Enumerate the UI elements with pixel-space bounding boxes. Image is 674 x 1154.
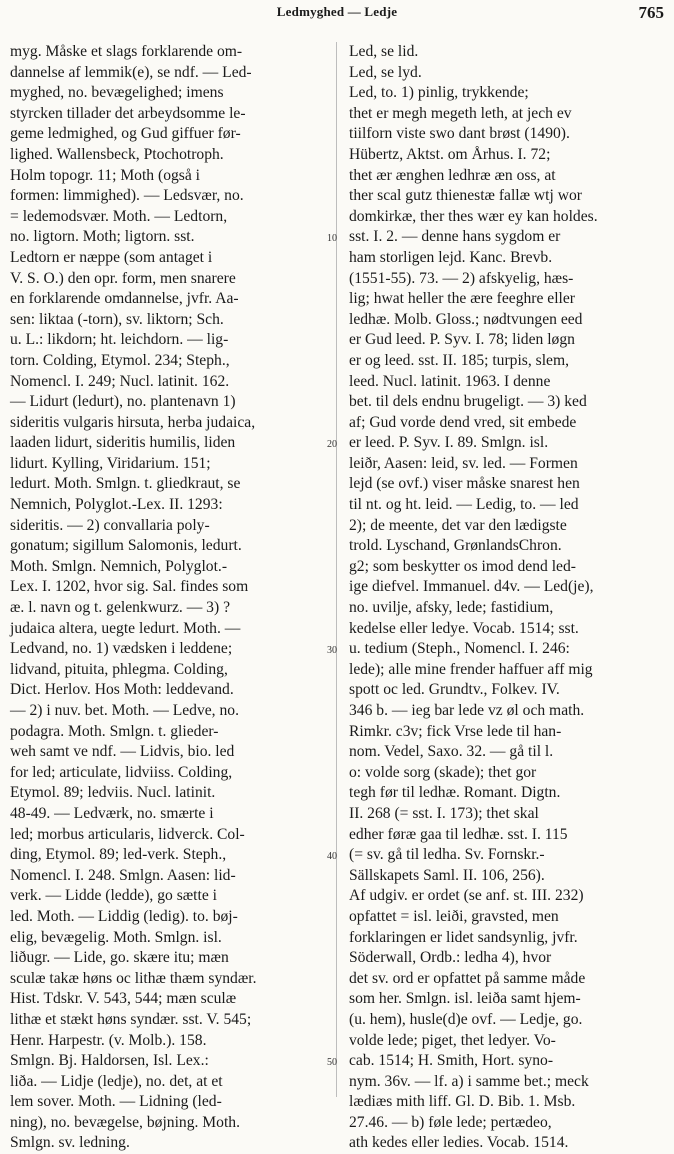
- right-column-line: tegh før til ledhæ. Romant. Digtn.: [349, 784, 561, 802]
- left-column-line: dannelse af lemmik(e), se ndf. — Led-: [10, 63, 252, 81]
- right-column-line: er leed. P. Syv. I. 89. Smlgn. isl.: [349, 434, 549, 452]
- left-column-line: liða. — Lidje (ledje), no. det, at et: [10, 1072, 223, 1090]
- margin-line-number: 10: [327, 233, 337, 245]
- left-column-line: sculæ takæ høns oc lithæ thæm syndær.: [10, 969, 257, 987]
- right-column-line: leiðr, Aasen: leid, sv. led. — Formen: [349, 454, 578, 472]
- margin-line-number: 50: [327, 1057, 337, 1069]
- right-column-line: af; Gud vorde dend vred, sit embede: [349, 413, 577, 431]
- left-column-line: podagra. Moth. Smlgn. t. glieder-: [10, 722, 219, 740]
- right-column-line: er Gud leed. P. Syv. I. 78; liden løgn: [349, 331, 575, 349]
- left-column-line: Holm topogr. 11; Moth (også i: [10, 166, 201, 184]
- left-column-line: lithæ et stækt høns syndær. sst. V. 545;: [10, 1010, 252, 1028]
- right-column-line: bet. til dels endnu brugeligt. — 3) ked: [349, 393, 587, 411]
- left-column-line: Dict. Herlov. Hos Moth: leddevand.: [10, 681, 234, 699]
- right-column-line: Rimkr. c3v; fick Vrse lede til han-: [349, 722, 562, 740]
- left-column-line: myg. Måske et slags forklarende om-: [10, 43, 243, 60]
- right-column-line: ther scal gutz thienestæ fallæ wtj wor: [349, 187, 582, 205]
- right-column-line: Led, se lid.: [349, 43, 419, 60]
- margin-line-number: 30: [327, 645, 337, 657]
- right-column-line: Led, to. 1) pinlig, trykkende;: [349, 84, 529, 102]
- left-column-line: verk. — Lidde (ledde), go sætte i: [10, 887, 217, 905]
- right-column-line: cab. 1514; H. Smith, Hort. syno-: [349, 1052, 554, 1070]
- left-column-line: geme ledmighed, og Gud giffuer før-: [10, 125, 241, 143]
- right-column-line: Af udgiv. er ordet (se anf. st. III. 232): [349, 887, 584, 905]
- left-column-line: myghed, no. bevægelighed; imens: [10, 84, 224, 102]
- left-column-line: Henr. Harpestr. (v. Molb.). 158.: [10, 1031, 207, 1049]
- left-column-line: ning), no. bevægelse, bøjning. Moth.: [10, 1113, 240, 1131]
- column-divider: [336, 42, 337, 1097]
- right-column-line: lædiæs mith liff. Gl. D. Bib. 1. Msb.: [349, 1093, 576, 1111]
- right-column-line: (u. hem), husle(d)e ovf. — Ledje, go.: [349, 1010, 583, 1028]
- right-column-line: (= sv. gå til ledha. Sv. Fornskr.-: [349, 846, 545, 864]
- right-column-line: o: volde sorg (skade); thet gor: [349, 763, 537, 781]
- left-column-line: styrcken tillader det arbeydsomme le-: [10, 104, 246, 122]
- right-column-line: forklaringen er lidet sandsynlig, jvfr.: [349, 928, 578, 946]
- right-column-line: tiilforn viste swo dant brøst (1490).: [349, 125, 570, 143]
- left-column-line: laaden lidurt, sideritis humilis, liden: [10, 434, 236, 452]
- right-column-line: Hübertz, Aktst. om Århus. I. 72;: [349, 145, 551, 163]
- page-header: [0, 3, 674, 27]
- left-column-line: ledurt. Moth. Smlgn. t. gliedkraut, se: [10, 475, 241, 493]
- right-column-line: 27.46. — b) føle lede; pertædeo,: [349, 1113, 552, 1131]
- margin-line-number: 40: [327, 851, 337, 863]
- right-column-line: u. tedium (Steph., Nomencl. I. 246:: [349, 640, 570, 658]
- left-column-line: for led; articulate, lidviiss. Colding,: [10, 763, 233, 781]
- left-column: [10, 42, 326, 1152]
- left-column-line: Smlgn. Bj. Haldorsen, Isl. Lex.:: [10, 1052, 209, 1070]
- left-column-line: formen: limmighed). — Ledsvær, no.: [10, 187, 244, 205]
- left-column-line: lem sover. Moth. — Lidning (led-: [10, 1093, 222, 1111]
- right-column-line: det sv. ord er opfattet på samme måde: [349, 969, 586, 987]
- right-column-line: ige diefvel. Immanuel. d4v. — Led(je),: [349, 578, 594, 596]
- right-column-line: ham storligen lejd. Kanc. Brevb.: [349, 248, 553, 266]
- right-column-line: II. 268 (= sst. I. 173); thet skal: [349, 804, 539, 822]
- right-column-line: edher føræ gaa til ledhæ. sst. I. 115: [349, 825, 568, 843]
- left-column-line: en forklarende omdannelse, jvfr. Aa-: [10, 290, 239, 308]
- left-column-line: liðugr. — Lide, go. skære itu; mæn: [10, 949, 229, 967]
- left-column-line: Hist. Tdskr. V. 543, 544; mæn sculæ: [10, 990, 237, 1008]
- left-column-line: led. Moth. — Liddig (ledig). to. bøj-: [10, 907, 238, 925]
- left-column-line: u. L.: likdorn; ht. leichdorn. — lig-: [10, 331, 229, 349]
- running-head: Ledmyghed — Ledje: [276, 4, 398, 19]
- right-column-line: Sällskapets Saml. II. 106, 256).: [349, 866, 545, 884]
- right-column-line: lede); alle mine frender haffuer aff mig: [349, 660, 593, 678]
- left-column-line: no. ligtorn. Moth; ligtorn. sst.: [10, 228, 195, 246]
- right-column-line: g2; som beskytter os imod dend led-: [349, 557, 576, 575]
- right-column-line: er og leed. sst. II. 185; turpis, slem,: [349, 351, 570, 369]
- left-column-line: torn. Colding, Etymol. 234; Steph.,: [10, 351, 230, 369]
- left-column-line: = ledemodsvær. Moth. — Ledtorn,: [10, 207, 228, 225]
- left-column-line: — Lidurt (ledurt), no. plantenavn 1): [10, 393, 236, 411]
- right-column-line: thet er megh megeth leth, at jech ev: [349, 104, 572, 122]
- left-column-line: elig, bevægelig. Moth. Smlgn. isl.: [10, 928, 222, 946]
- right-column: [349, 42, 665, 1152]
- left-column-line: Lex. I. 1202, hvor sig. Sal. findes som: [10, 578, 249, 596]
- right-column-line: thet ær ænghen ledhræ æn oss, at: [349, 166, 556, 184]
- right-column-line: til nt. og ht. leid. — Ledig, to. — led: [349, 496, 579, 514]
- left-column-line: V. S. O.) den opr. form, men snarere: [10, 269, 236, 287]
- left-column-line: Nemnich, Polyglot.-Lex. II. 1293:: [10, 496, 223, 514]
- page-number: 765: [638, 3, 664, 22]
- right-column-line: domkirkæ, ther thes wær ey kan holdes.: [349, 207, 598, 225]
- right-column-line: (1551-55). 73. — 2) afskyelig, hæs-: [349, 269, 574, 287]
- right-column-line: ath kedes eller ledies. Vocab. 1514.: [349, 1134, 569, 1152]
- right-column-line: trold. Lyschand, GrønlandsChron.: [349, 537, 562, 555]
- left-column-line: lidvand, pituita, phlegma. Colding,: [10, 660, 228, 678]
- right-column-line: leed. Nucl. latinit. 1963. I denne: [349, 372, 551, 390]
- left-column-line: led; morbus articularis, lidverck. Col-: [10, 825, 245, 843]
- margin-line-number: 20: [327, 439, 337, 451]
- left-column-line: ding, Etymol. 89; led-verk. Steph.,: [10, 846, 227, 864]
- left-column-line: judaica altera, uegte ledurt. Moth. —: [10, 619, 241, 637]
- left-column-line: lighed. Wallensbeck, Ptochotroph.: [10, 145, 224, 163]
- right-column-line: opfattet = isl. leiði, gravsted, men: [349, 907, 559, 925]
- right-column-line: Söderwall, Ordb.: ledha 4), hvor: [349, 949, 552, 967]
- left-column-line: sideritis vulgaris hirsuta, herba judaica,: [10, 413, 256, 431]
- left-column-line: weh samt ve ndf. — Lidvis, bio. led: [10, 743, 235, 761]
- right-column-line: nom. Vedel, Saxo. 32. — gå til l.: [349, 743, 554, 761]
- right-column-line: no. uvilje, afsky, lede; fastidium,: [349, 599, 554, 617]
- left-column-line: lidurt. Kylling, Viridarium. 151;: [10, 454, 211, 472]
- left-column-line: sen: liktaa (-torn), sv. liktorn; Sch.: [10, 310, 224, 328]
- left-column-line: æ. l. navn og t. gelenkwurz. — 3) ?: [10, 599, 230, 617]
- right-column-line: Led, se lyd.: [349, 63, 422, 81]
- right-column-line: lejd (se ovf.) viser måske snarest hen: [349, 475, 580, 493]
- left-column-line: sideritis. — 2) convallaria poly-: [10, 516, 210, 534]
- right-column-line: nym. 36v. — lf. a) i samme bet.; meck: [349, 1072, 589, 1090]
- right-column-line: 346 b. — ieg bar lede vz øl och math.: [349, 702, 585, 719]
- right-column-line: ledhæ. Molb. Gloss.; nødtvungen eed: [349, 310, 583, 328]
- right-column-line: spott oc led. Grundtv., Folkev. IV.: [349, 681, 560, 699]
- right-column-line: kedelse eller ledye. Vocab. 1514; sst.: [349, 619, 579, 637]
- right-column-line: lig; hwat heller the ære feeghre eller: [349, 290, 576, 308]
- left-column-line: gonatum; sigillum Salomonis, ledurt.: [10, 537, 242, 555]
- right-column-line: 2); de meente, det var den lædigste: [349, 516, 567, 534]
- right-column-line: sst. I. 2. — denne hans sygdom er: [349, 228, 561, 246]
- left-column-line: 48-49. — Ledværk, no. smærte i: [10, 804, 214, 822]
- left-column-line: — 2) i nuv. bet. Moth. — Ledve, no.: [10, 702, 239, 719]
- right-column-line: volde lede; piget, thet ledyer. Vo-: [349, 1031, 556, 1049]
- right-column-line: som her. Smlgn. isl. leiða samt hjem-: [349, 990, 581, 1008]
- left-column-line: Smlgn. sv. ledning.: [10, 1134, 130, 1152]
- left-column-line: Etymol. 89; ledviis. Nucl. latinit.: [10, 784, 216, 802]
- left-column-line: Nomencl. I. 249; Nucl. latinit. 162.: [10, 372, 230, 390]
- left-column-line: Nomencl. I. 248. Smlgn. Aasen: lid-: [10, 866, 236, 884]
- left-column-line: Ledtorn er næppe (som antaget i: [10, 248, 213, 266]
- left-column-line: Moth. Smlgn. Nemnich, Polyglot.-: [10, 557, 228, 575]
- left-column-line: Ledvand, no. 1) vædsken i leddene;: [10, 640, 233, 658]
